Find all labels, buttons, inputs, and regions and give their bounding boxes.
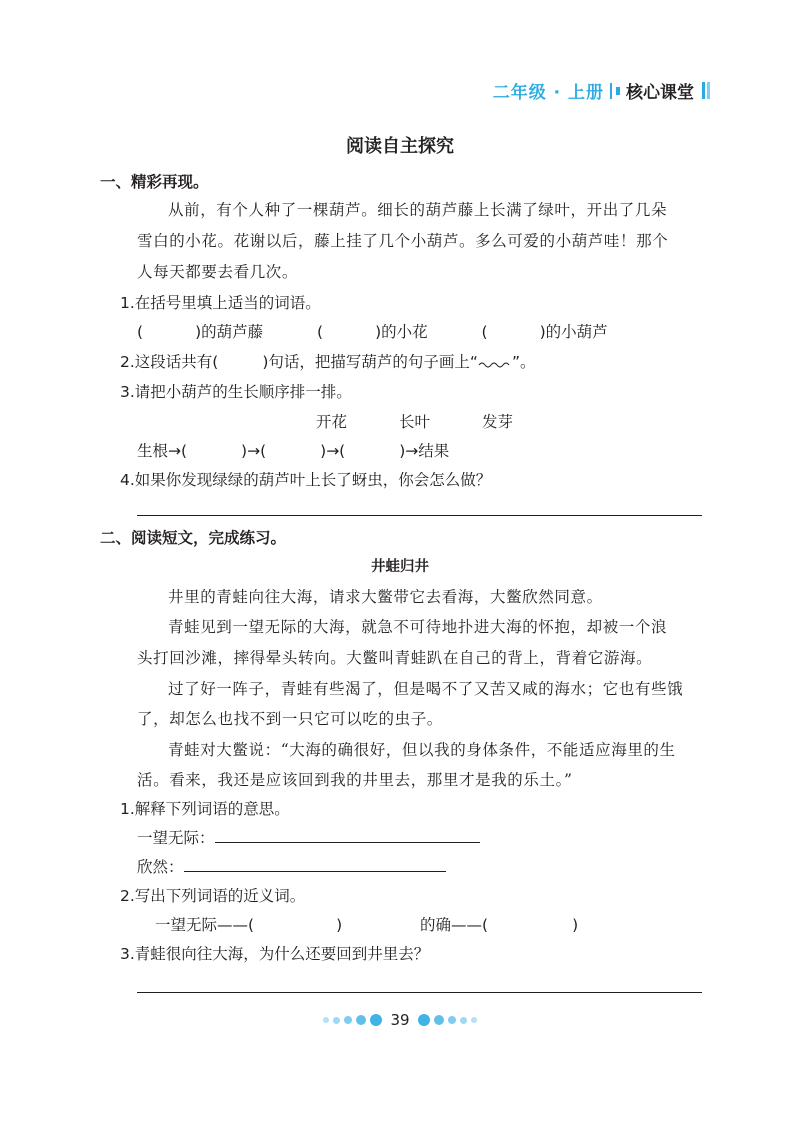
- dot-icon: [460, 1017, 467, 1024]
- open-paren: (: [137, 323, 144, 341]
- dot-icon: [323, 1017, 329, 1023]
- section1-heading: 一、精彩再现。: [100, 173, 209, 191]
- answer-line[interactable]: [137, 992, 702, 993]
- q1-item: 的小花: [381, 323, 428, 341]
- story-para-line: 活。看来，我还是应该回到我的井里去，那里才是我的乐土。”: [137, 771, 573, 789]
- close-paren: ): [195, 323, 202, 341]
- q2-word: 的确——(: [420, 916, 489, 934]
- q3-end: )→结果: [399, 442, 450, 460]
- page-number: 39: [390, 1011, 410, 1029]
- brand-label: 核心课堂: [626, 83, 694, 103]
- story-para-line: 了，却怎么也找不到一只它可以吃的虫子。: [137, 710, 443, 728]
- story-para-line: 青蛙对大鳖说：“大海的确很好，但以我的身体条件，不能适应海里的生: [168, 741, 676, 759]
- q1-word: 一望无际：: [137, 829, 215, 847]
- close-paren: ): [572, 916, 579, 934]
- s1-question-3: 3.请把小葫芦的生长顺序排一排。: [120, 383, 352, 401]
- q2-part-c: ”。: [511, 353, 536, 371]
- dot-icon: [448, 1016, 456, 1024]
- open-paren: (: [317, 323, 324, 341]
- dot-icon: [344, 1016, 352, 1024]
- answer-line[interactable]: [215, 828, 480, 843]
- q3-word: 长叶: [399, 413, 431, 431]
- s1-question-2: [120, 352, 535, 372]
- open-paren: (: [481, 323, 488, 341]
- answer-line[interactable]: [137, 515, 702, 516]
- dot-icon: [434, 1015, 444, 1025]
- s1-q3-sequence: [137, 441, 449, 461]
- s1-q1-answer-row: [137, 322, 608, 342]
- header-bars-decoration: [700, 82, 710, 99]
- page-title: 阅读自主探究: [346, 136, 454, 157]
- q3-word: 发芽: [482, 413, 514, 431]
- page-footer: [0, 1011, 800, 1029]
- dot-icon: [471, 1017, 477, 1023]
- story-para-line: 井里的青蛙向往大海，请求大鳖带它去看海，大鳖欣然同意。: [168, 588, 603, 606]
- q2-part-b: )句话，把描写葫芦的句子画上“: [262, 353, 478, 371]
- section1-para-line: 人每天都要去看几次。: [137, 263, 299, 281]
- section1-para-line: 从前，有个人种了一棵葫芦。细长的葫芦藤上长满了绿叶，开出了几朵: [168, 201, 668, 219]
- s1-question-4: 4.如果你发现绿绿的葫芦叶上长了蚜虫，你会怎么做？: [120, 471, 492, 489]
- header-square-marker: [616, 87, 620, 95]
- story-title: 井蛙归井: [371, 559, 429, 575]
- section1-para-line: 雪白的小花。花谢以后，藤上挂了几个小葫芦。多么可爱的小葫芦哇！那个: [137, 232, 669, 250]
- s2-q1-word-1: [137, 828, 480, 848]
- s2-question-3: 3.青蛙很向往大海，为什么还要回到井里去？: [120, 945, 430, 963]
- q1-item: 的葫芦藤: [201, 323, 264, 341]
- close-paren: ): [336, 916, 343, 934]
- dot-icon: [418, 1014, 430, 1026]
- story-para-line: 青蛙见到一望无际的大海，就急不可待地扑进大海的怀抱，却被一个浪: [168, 618, 668, 636]
- s1-question-1: 1.在括号里填上适当的词语。: [120, 294, 321, 312]
- page-header: [493, 78, 710, 103]
- s2-q2-answer-row: [155, 915, 578, 935]
- story-para-line: 过了好一阵子，青蛙有些渴了，但是喝不了又苦又咸的海水；它也有些饿: [168, 680, 684, 698]
- section2-heading: 二、阅读短文，完成练习。: [100, 529, 287, 547]
- q1-item: 的小葫芦: [545, 323, 608, 341]
- q3-word: 开花: [316, 413, 348, 431]
- q3-arrow: )→(: [241, 442, 267, 460]
- dot-icon: [333, 1017, 340, 1024]
- q3-start: 生根→(: [137, 442, 188, 460]
- s2-q1-word-2: [137, 857, 446, 877]
- grade-label: 二年级 · 上册: [492, 83, 604, 103]
- wavy-line-icon: [478, 359, 512, 369]
- close-paren: ): [375, 323, 382, 341]
- header-separator: [610, 83, 612, 99]
- s1-q3-words: [316, 412, 513, 432]
- dot-icon: [370, 1014, 382, 1026]
- close-paren: ): [539, 323, 546, 341]
- dot-icon: [356, 1015, 366, 1025]
- q3-arrow: )→(: [320, 442, 346, 460]
- q2-part-a: 2.这段话共有(: [120, 353, 219, 371]
- q1-word: 欣然：: [137, 858, 184, 876]
- answer-line[interactable]: [184, 857, 446, 872]
- s2-question-2: 2.写出下列词语的近义词。: [120, 887, 306, 905]
- s2-question-1: 1.解释下列词语的意思。: [120, 800, 290, 818]
- q2-word: 一望无际——(: [155, 916, 255, 934]
- story-para-line: 头打回沙滩，摔得晕头转向。大鳖叫青蛙趴在自己的背上，背着它游海。: [137, 649, 653, 667]
